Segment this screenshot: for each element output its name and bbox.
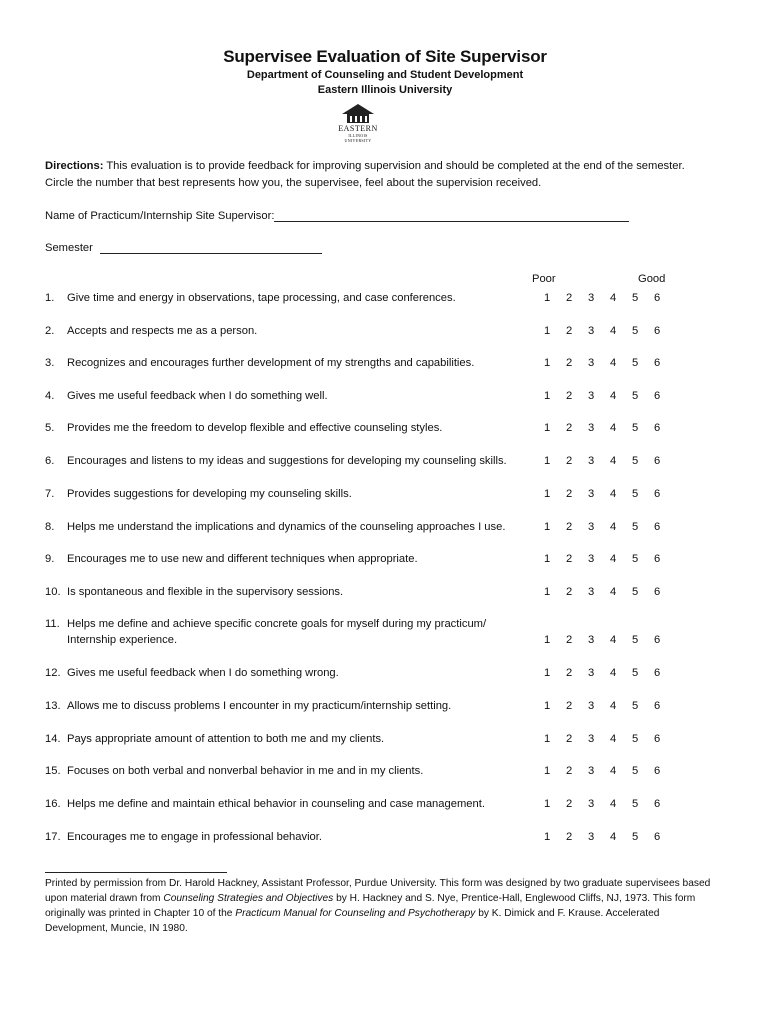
site-supervisor-input-line[interactable]	[274, 209, 629, 222]
rating-option-5[interactable]: 5	[632, 798, 639, 810]
rating-option-4[interactable]: 4	[610, 700, 617, 712]
footnote	[45, 876, 725, 936]
rating-option-4[interactable]: 4	[610, 634, 617, 646]
rating-option-4[interactable]: 4	[610, 422, 617, 434]
footnote-part3: by K. Dimick and F. Krause. Accelerated Development, Muncie, IN 1980.	[45, 908, 660, 934]
rating-option-3[interactable]: 3	[588, 292, 595, 304]
rating-option-2[interactable]: 2	[566, 634, 573, 646]
rating-option-1[interactable]: 1	[544, 390, 551, 402]
rating-option-6[interactable]: 6	[654, 586, 661, 598]
rating-option-5[interactable]: 5	[632, 733, 639, 745]
rating-option-1[interactable]: 1	[544, 357, 551, 369]
rating-option-6[interactable]: 6	[654, 798, 661, 810]
item-text: Encourages and listens to my ideas and suggestions for developing my counseling skills.	[67, 455, 507, 467]
rating-option-4[interactable]: 4	[610, 357, 617, 369]
rating-option-5[interactable]: 5	[632, 521, 639, 533]
rating-option-2[interactable]: 2	[566, 831, 573, 843]
item-text: Encourages me to engage in professional behavior.	[67, 831, 322, 843]
rating-option-2[interactable]: 2	[566, 357, 573, 369]
rating-option-3[interactable]: 3	[588, 422, 595, 434]
rating-option-1[interactable]: 1	[544, 553, 551, 565]
rating-option-1[interactable]: 1	[544, 488, 551, 500]
rating-option-4[interactable]: 4	[610, 798, 617, 810]
rating-option-6[interactable]: 6	[654, 390, 661, 402]
rating-option-2[interactable]: 2	[566, 521, 573, 533]
rating-option-6[interactable]: 6	[654, 357, 661, 369]
item-number: 5.	[45, 422, 55, 434]
rating-option-5[interactable]: 5	[632, 765, 639, 777]
rating-option-2[interactable]: 2	[566, 667, 573, 679]
rating-option-3[interactable]: 3	[588, 390, 595, 402]
rating-option-3[interactable]: 3	[588, 521, 595, 533]
building-icon	[336, 102, 380, 124]
rating-option-6[interactable]: 6	[654, 733, 661, 745]
logo-subtext: ILLINOIS UNIVERSITY	[344, 133, 372, 143]
rating-option-2[interactable]: 2	[566, 586, 573, 598]
rating-option-5[interactable]: 5	[632, 586, 639, 598]
rating-option-1[interactable]: 1	[544, 521, 551, 533]
item-number: 7.	[45, 488, 55, 500]
item-text: Gives me useful feedback when I do something well.	[67, 390, 328, 402]
rating-option-1[interactable]: 1	[544, 700, 551, 712]
rating-option-3[interactable]: 3	[588, 553, 595, 565]
item-number: 11.	[45, 618, 60, 630]
rating-option-6[interactable]: 6	[654, 700, 661, 712]
rating-option-5[interactable]: 5	[632, 700, 639, 712]
department-name: Department of Counseling and Student Development	[246, 69, 524, 81]
item-number: 15.	[45, 765, 61, 777]
rating-option-5[interactable]: 5	[632, 488, 639, 500]
item-text: Allows me to discuss problems I encounter in my practicum/internship setting.	[67, 700, 452, 712]
rating-option-3[interactable]: 3	[588, 831, 595, 843]
item-number: 3.	[45, 357, 55, 369]
item-text: Give time and energy in observations, tape processing, and case conferences.	[67, 292, 456, 304]
university-name: Eastern Illinois University	[317, 84, 453, 96]
rating-option-2[interactable]: 2	[566, 422, 573, 434]
item-number: 8.	[45, 521, 55, 533]
item-text: Focuses on both verbal and nonverbal behavior in me and in my clients.	[67, 765, 424, 777]
rating-option-1[interactable]: 1	[544, 765, 551, 777]
rating-option-4[interactable]: 4	[610, 390, 617, 402]
item-number: 9.	[45, 553, 55, 565]
rating-option-6[interactable]: 6	[654, 455, 661, 467]
rating-option-6[interactable]: 6	[654, 292, 661, 304]
rating-option-1[interactable]: 1	[544, 422, 551, 434]
rating-option-1[interactable]: 1	[544, 325, 551, 337]
item-number: 16.	[45, 798, 61, 810]
rating-option-2[interactable]: 2	[566, 765, 573, 777]
footnote-part2: by H. Hackney and S. Nye, Prentice-Hall, Englewood Cliffs, NJ, 1973. This form originally was printed in Chapter 10 of the	[45, 893, 696, 919]
rating-option-2[interactable]: 2	[566, 488, 573, 500]
item-number: 2.	[45, 325, 55, 337]
rating-option-2[interactable]: 2	[566, 325, 573, 337]
rating-option-3[interactable]: 3	[588, 357, 595, 369]
rating-option-6[interactable]: 6	[654, 667, 661, 679]
rating-option-4[interactable]: 4	[610, 455, 617, 467]
item-text: Helps me define and achieve specific concrete goals for myself during my practicum/	[67, 618, 487, 630]
rating-option-1[interactable]: 1	[544, 455, 551, 467]
rating-option-4[interactable]: 4	[610, 586, 617, 598]
rating-option-1[interactable]: 1	[544, 586, 551, 598]
rating-option-3[interactable]: 3	[588, 586, 595, 598]
rating-option-3[interactable]: 3	[588, 325, 595, 337]
rating-option-3[interactable]: 3	[588, 700, 595, 712]
item-number: 6.	[45, 455, 55, 467]
item-text: Accepts and respects me as a person.	[67, 325, 258, 337]
scale-low-label: Poor	[532, 273, 556, 285]
rating-option-3[interactable]: 3	[588, 733, 595, 745]
rating-option-3[interactable]: 3	[588, 798, 595, 810]
footnote-book1: Counseling Strategies and Objectives	[163, 893, 334, 904]
rating-option-4[interactable]: 4	[610, 325, 617, 337]
rating-option-1[interactable]: 1	[544, 292, 551, 304]
rating-option-2[interactable]: 2	[566, 292, 573, 304]
logo-wordmark: EASTERN	[338, 124, 378, 133]
rating-option-3[interactable]: 3	[588, 488, 595, 500]
rating-option-6[interactable]: 6	[654, 831, 661, 843]
rating-option-4[interactable]: 4	[610, 553, 617, 565]
item-number: 14.	[45, 733, 61, 745]
rating-option-6[interactable]: 6	[654, 422, 661, 434]
item-number: 4.	[45, 390, 55, 402]
rating-option-5[interactable]: 5	[632, 390, 639, 402]
rating-option-1[interactable]: 1	[544, 733, 551, 745]
directions-line1: This evaluation is to provide feedback for improving supervision and should be completed at the end of the semester.	[103, 160, 685, 172]
rating-option-5[interactable]: 5	[632, 422, 639, 434]
rating-option-3[interactable]: 3	[588, 667, 595, 679]
footnote-book2: Practicum Manual for Counseling and Psychotherapy	[235, 908, 476, 919]
rating-option-3[interactable]: 3	[588, 765, 595, 777]
item-text: Encourages me to use new and different techniques when appropriate.	[67, 553, 418, 565]
rating-option-6[interactable]: 6	[654, 553, 661, 565]
semester-input-line[interactable]	[100, 241, 322, 254]
rating-option-6[interactable]: 6	[654, 488, 661, 500]
rating-option-3[interactable]: 3	[588, 634, 595, 646]
rating-option-2[interactable]: 2	[566, 733, 573, 745]
rating-option-1[interactable]: 1	[544, 798, 551, 810]
item-number: 13.	[45, 700, 61, 712]
item-number: 17.	[45, 831, 61, 843]
rating-option-6[interactable]: 6	[654, 765, 661, 777]
rating-option-5[interactable]: 5	[632, 357, 639, 369]
rating-option-1[interactable]: 1	[544, 667, 551, 679]
rating-option-4[interactable]: 4	[610, 488, 617, 500]
rating-option-2[interactable]: 2	[566, 553, 573, 565]
semester-label: Semester	[45, 242, 93, 254]
item-text: Gives me useful feedback when I do something wrong.	[67, 667, 339, 679]
item-text: Provides suggestions for developing my counseling skills.	[67, 488, 352, 500]
item-text: Provides me the freedom to develop flexible and effective counseling styles.	[67, 422, 443, 434]
item-text-continued: Internship experience.	[67, 634, 178, 646]
item-text: Helps me define and maintain ethical behavior in counseling and case management.	[67, 798, 485, 810]
rating-option-2[interactable]: 2	[566, 700, 573, 712]
rating-option-5[interactable]: 5	[632, 553, 639, 565]
rating-option-2[interactable]: 2	[566, 390, 573, 402]
form-title: Supervisee Evaluation of Site Supervisor	[223, 47, 547, 66]
rating-option-6[interactable]: 6	[654, 521, 661, 533]
item-text: Is spontaneous and flexible in the supervisory sessions.	[67, 586, 344, 598]
rating-option-4[interactable]: 4	[610, 831, 617, 843]
rating-option-5[interactable]: 5	[632, 325, 639, 337]
rating-option-4[interactable]: 4	[610, 521, 617, 533]
rating-option-1[interactable]: 1	[544, 831, 551, 843]
rating-option-2[interactable]: 2	[566, 798, 573, 810]
directions-label: Directions:	[45, 160, 104, 172]
rating-option-5[interactable]: 5	[632, 634, 639, 646]
item-number: 1.	[45, 292, 55, 304]
rating-option-4[interactable]: 4	[610, 765, 617, 777]
item-number: 10.	[45, 586, 61, 598]
rating-option-4[interactable]: 4	[610, 292, 617, 304]
rating-option-4[interactable]: 4	[610, 667, 617, 679]
rating-option-6[interactable]: 6	[654, 325, 661, 337]
rating-option-6[interactable]: 6	[654, 634, 661, 646]
rating-option-5[interactable]: 5	[632, 455, 639, 467]
rating-option-2[interactable]: 2	[566, 455, 573, 467]
rating-option-5[interactable]: 5	[632, 667, 639, 679]
site-supervisor-field	[45, 209, 629, 222]
item-text: Pays appropriate amount of attention to both me and my clients.	[67, 733, 385, 745]
item-text: Helps me understand the implications and dynamics of the counseling approaches I use.	[67, 521, 506, 533]
directions	[45, 158, 725, 192]
footnote-part1: Printed by permission from Dr. Harold Hackney, Assistant Professor, Purdue University. This form was designed by two graduate supervisees based upon material drawn from	[45, 878, 711, 904]
scale-high-label: Good	[638, 273, 666, 285]
footnote-rule	[45, 872, 227, 873]
directions-line2: Circle the number that best represents how you, the supervisee, feel about the supervision received.	[45, 177, 542, 189]
university-logo	[336, 102, 380, 144]
rating-option-1[interactable]: 1	[544, 634, 551, 646]
item-number: 12.	[45, 667, 61, 679]
item-text: Recognizes and encourages further development of my strengths and capabilities.	[67, 357, 475, 369]
rating-option-5[interactable]: 5	[632, 292, 639, 304]
rating-option-4[interactable]: 4	[610, 733, 617, 745]
semester-field	[45, 241, 322, 254]
site-supervisor-label: Name of Practicum/Internship Site Supervisor:	[45, 210, 275, 222]
rating-option-3[interactable]: 3	[588, 455, 595, 467]
rating-option-5[interactable]: 5	[632, 831, 639, 843]
